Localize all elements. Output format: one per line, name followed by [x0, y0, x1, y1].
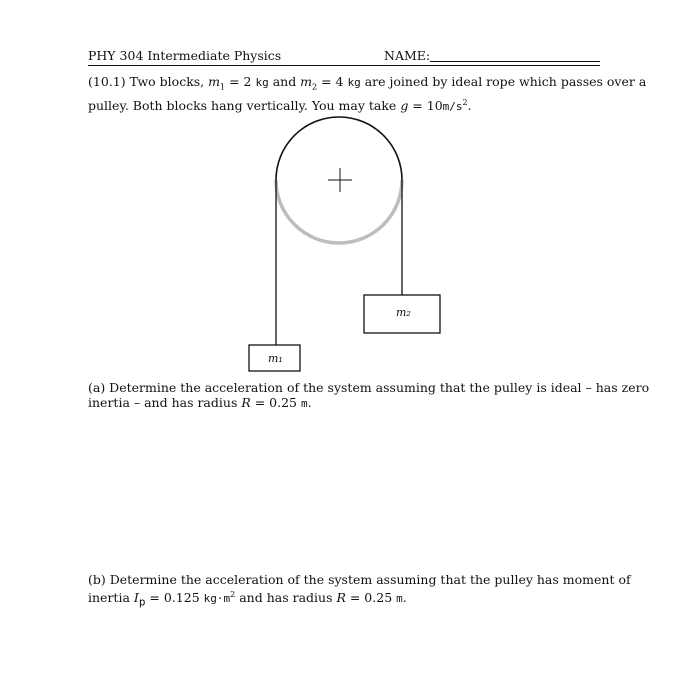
rope-over-pulley: [276, 117, 402, 180]
part-b-line-2: inertia $I_p = 0.125$ $kg\cdot m^2$ and has radius R = 0.25 m.: [88, 590, 407, 609]
part-b-line-1: (b) Determine the acceleration of the system assuming that the pulley has moment of: [88, 572, 631, 587]
part-a: [88, 380, 650, 411]
problem-line-2: pulley. Both blocks hang vertically. You may take $g = 10m/s^2$.: [88, 97, 472, 113]
course-title: PHY 304 Intermediate Physics: [88, 48, 282, 63]
problem-line-1: (10.1) Two blocks, $m_1 = 2$ kg and $m_2 = 4$ kg are joined by ideal rope which passes over a: [88, 74, 647, 92]
pulley-lower-arc: [276, 180, 402, 243]
block-m2-label: m₂: [396, 306, 411, 319]
problem-number: (10.1): [88, 74, 126, 89]
part-a-line-2: inertia – and has radius R = 0.25 m.: [88, 395, 312, 410]
name-label: NAME:: [384, 48, 431, 63]
part-b: [88, 572, 631, 610]
block-m1-label: m₁: [268, 352, 283, 365]
part-a-line-1: (a) Determine the acceleration of the system assuming that the pulley is ideal – has zero: [88, 380, 650, 395]
